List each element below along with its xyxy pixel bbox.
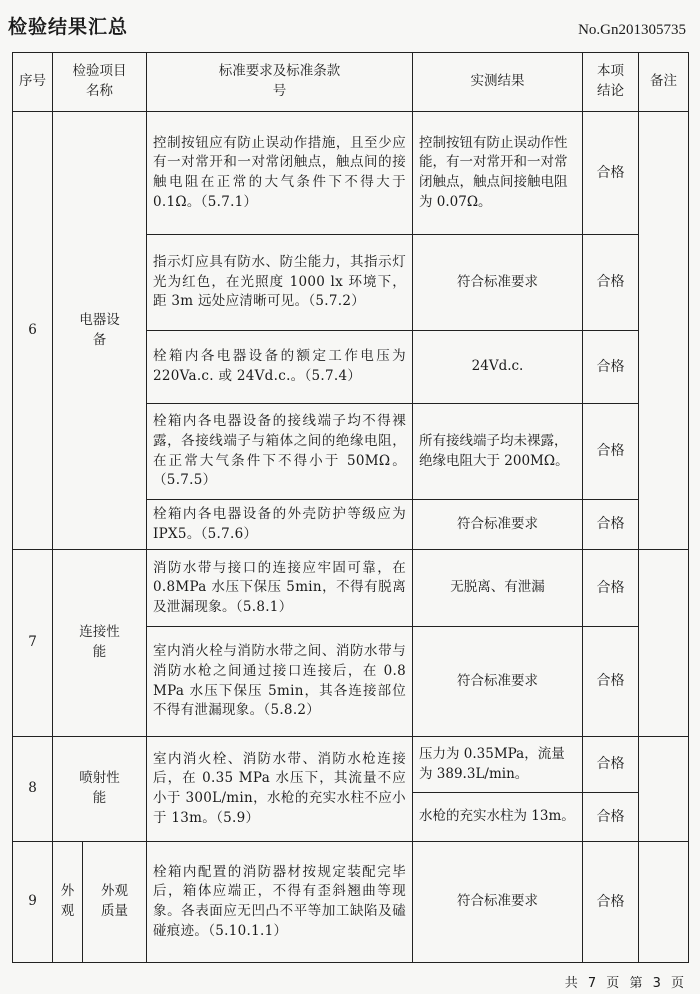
remark-cell: [639, 550, 689, 737]
conclusion-cell: 合格: [583, 500, 639, 550]
standard-cell: 消防水带与接口的连接应牢固可靠，在 0.8MPa 水压下保压 5min，不得有脱离及泄漏现象。（5.8.1）: [147, 550, 413, 627]
seq-cell: 8: [13, 737, 53, 842]
conclusion-cell: 合格: [583, 793, 639, 842]
seq-cell: 6: [13, 112, 53, 550]
standard-cell: 栓箱内各电器设备的额定工作电压为 220Va.c. 或 24Vd.c.。（5.7.4）: [147, 331, 413, 404]
table-row: [13, 842, 689, 963]
standard-cell: 室内消火栓与消防水带之间、消防水带与消防水枪之间通过接口连接后，在 0.8 MPa 水压下保压 5min，其各连接部位不得有泄漏现象。（5.8.2）: [147, 627, 413, 737]
report-number: No.Gn201305735: [578, 22, 686, 38]
remark-cell: [639, 842, 689, 963]
table-row: [13, 112, 689, 235]
item-name-cell: 外观: [53, 842, 83, 963]
total-pages: 共 7 页: [564, 976, 620, 991]
conclusion-cell: 合格: [583, 331, 639, 404]
col-item-header: 检验项目名称: [53, 53, 147, 112]
page-footer: [565, 972, 684, 991]
conclusion-cell: 合格: [583, 235, 639, 331]
conclusion-cell: 合格: [583, 404, 639, 500]
col-remark-header: 备注: [639, 53, 689, 112]
item-name-cell: 喷射性能: [53, 737, 147, 842]
result-cell: 符合标准要求: [413, 627, 583, 737]
standard-cell: 栓箱内配置的消防器材按规定装配完毕后，箱体应端正，不得有歪斜翘曲等现象。各表面应无凹凸不平等加工缺陷及磕碰痕迹。（5.10.1.1）: [147, 842, 413, 963]
result-cell: 压力为 0.35MPa，流量为 389.3L/min。: [413, 737, 583, 793]
standard-cell: 指示灯应具有防水、防尘能力，其指示灯光为红色，在光照度 1000 lx 环境下，距 3m 远处应清晰可见。（5.7.2）: [147, 235, 413, 331]
col-seq-header: 序号: [13, 53, 53, 112]
col-result-header: 实测结果: [413, 53, 583, 112]
result-cell: 符合标准要求: [413, 235, 583, 331]
result-cell: 24Vd.c.: [413, 331, 583, 404]
standard-cell: 控制按钮应有防止误动作措施，且至少应有一对常开和一对常闭触点，触点间的接触电阻在正常的大气条件下不得大于 0.1Ω。（5.7.1）: [147, 112, 413, 235]
sub-item-name-cell: 外观质量: [83, 842, 147, 963]
conclusion-cell: 合格: [583, 737, 639, 793]
result-cell: 所有接线端子均未裸露，绝缘电阻大于 200MΩ。: [413, 404, 583, 500]
item-name-cell: 电器设备: [53, 112, 147, 550]
seq-cell: 9: [13, 842, 53, 963]
result-cell: 符合标准要求: [413, 500, 583, 550]
result-cell: 无脱离、有泄漏: [413, 550, 583, 627]
conclusion-cell: 合格: [583, 842, 639, 963]
item-name-cell: 连接性能: [53, 550, 147, 737]
standard-cell: 栓箱内各电器设备的接线端子均不得裸露，各接线端子与箱体之间的绝缘电阻，在正常大气条件下不得小于 50MΩ。（5.7.5）: [147, 404, 413, 500]
remark-cell: [639, 737, 689, 842]
current-page: 第 3 页: [629, 976, 684, 991]
conclusion-cell: 合格: [583, 627, 639, 737]
table-row: [13, 737, 689, 793]
standard-cell: 室内消火栓、消防水带、消防水枪连接后，在 0.35 MPa 水压下，其流量不应小于 300L/min，水枪的充实水柱不应小于 13m。（5.9）: [147, 737, 413, 842]
table-header-row: [13, 53, 689, 112]
result-cell: 符合标准要求: [413, 842, 583, 963]
conclusion-cell: 合格: [583, 550, 639, 627]
page-title: 检验结果汇总: [8, 16, 129, 38]
result-cell: 水枪的充实水柱为 13m。: [413, 793, 583, 842]
seq-cell: 7: [13, 550, 53, 737]
table-row: [13, 550, 689, 627]
result-cell: 控制按钮有防止误动作性能，有一对常开和一对常闭触点，触点间接触电阻为 0.07Ω。: [413, 112, 583, 235]
results-table: [12, 52, 689, 963]
standard-cell: 栓箱内各电器设备的外壳防护等级应为 IPX5。（5.7.6）: [147, 500, 413, 550]
col-standard-header: 标准要求及标准条款号: [147, 53, 413, 112]
col-conclusion-header: 本项结论: [583, 53, 639, 112]
conclusion-cell: 合格: [583, 112, 639, 235]
remark-cell: [639, 112, 689, 550]
